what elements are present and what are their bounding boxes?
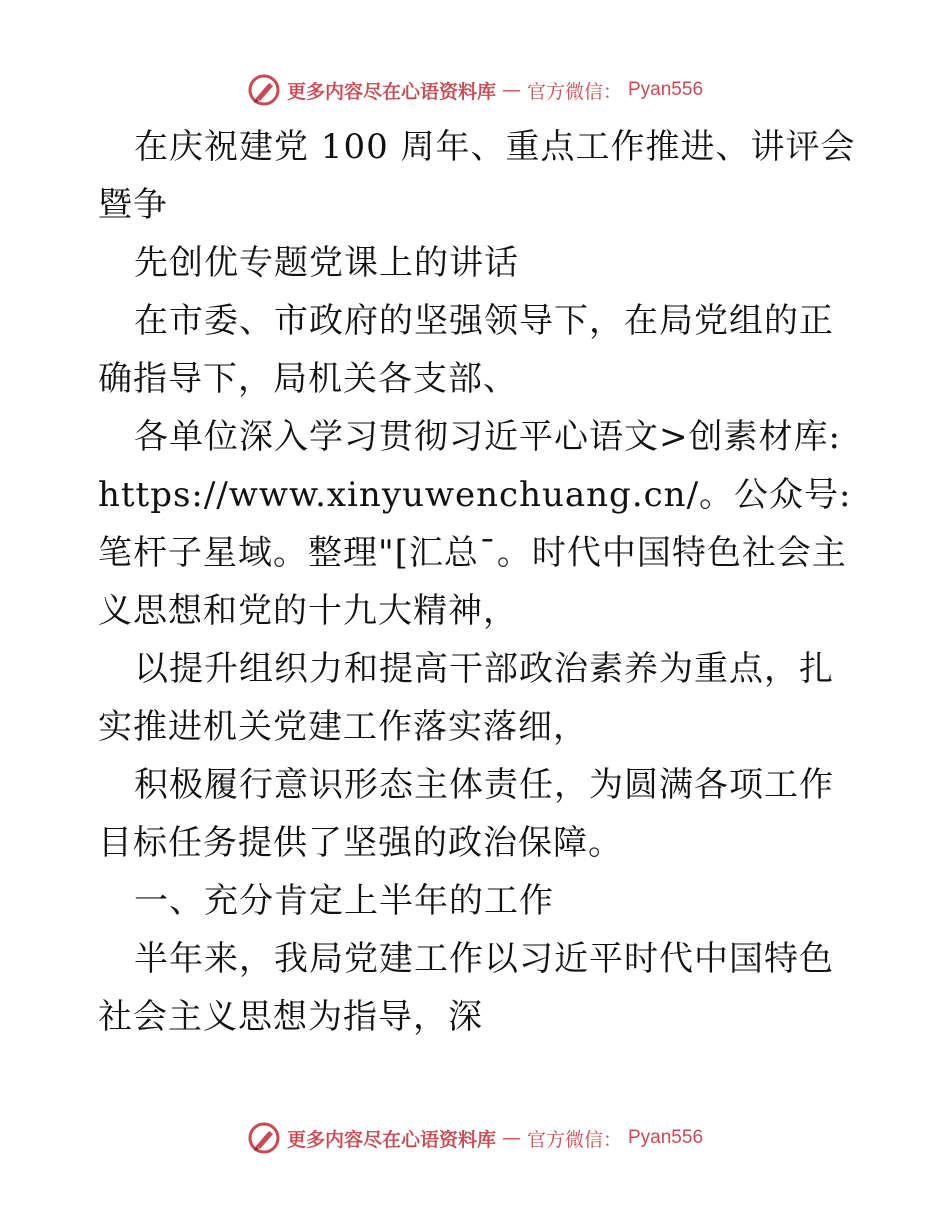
paragraph-1: 在庆祝建党 100 周年、重点工作推进、讲评会暨争 bbox=[98, 127, 856, 225]
watermark-dash: — bbox=[501, 79, 521, 101]
paragraph-6: 积极履行意识形态主体责任，为圆满各项工作目标任务提供了坚强的政治保障。 bbox=[98, 765, 834, 863]
paragraph-7: 半年来，我局党建工作以习近平时代中国特色社会主义思想为指导，深 bbox=[98, 939, 834, 1037]
document-body bbox=[98, 118, 858, 1046]
watermark-wechat-id: Pyan556 bbox=[628, 79, 704, 100]
section-heading-1: 一、充分肯定上半年的工作 bbox=[134, 881, 554, 921]
paragraph-5: 以提升组织力和提高干部政治素养为重点，扎实推进机关党建工作落实落细， bbox=[98, 649, 834, 747]
footer-watermark bbox=[0, 1118, 950, 1158]
paragraph-2: 先创优专题党课上的讲话 bbox=[134, 243, 519, 283]
paragraph-4: 各单位深入学习贯彻习近平心语文>创素材库:https://www.xinyuwenchuang.cn/。公众号: 笔杆子星域。整理"[汇总¯。时代中国特色社会主义思想和党的十九大精神， bbox=[98, 417, 852, 631]
pen-logo-icon bbox=[247, 1121, 281, 1155]
watermark-wechat-id: Pyan556 bbox=[628, 1127, 704, 1148]
watermark-wechat-label: 官方微信： bbox=[526, 1128, 622, 1151]
paragraph-3: 在市委、市政府的坚强领导下，在局党组的正确指导下，局机关各支部、 bbox=[98, 301, 834, 399]
pen-logo-icon bbox=[247, 73, 281, 107]
watermark-dash: — bbox=[501, 1127, 521, 1149]
watermark-wechat-label: 官方微信： bbox=[526, 80, 622, 103]
watermark-text: 更多内容尽在心语资料库 bbox=[286, 1128, 496, 1151]
watermark-text: 更多内容尽在心语资料库 bbox=[286, 80, 496, 103]
header-watermark bbox=[0, 70, 950, 110]
